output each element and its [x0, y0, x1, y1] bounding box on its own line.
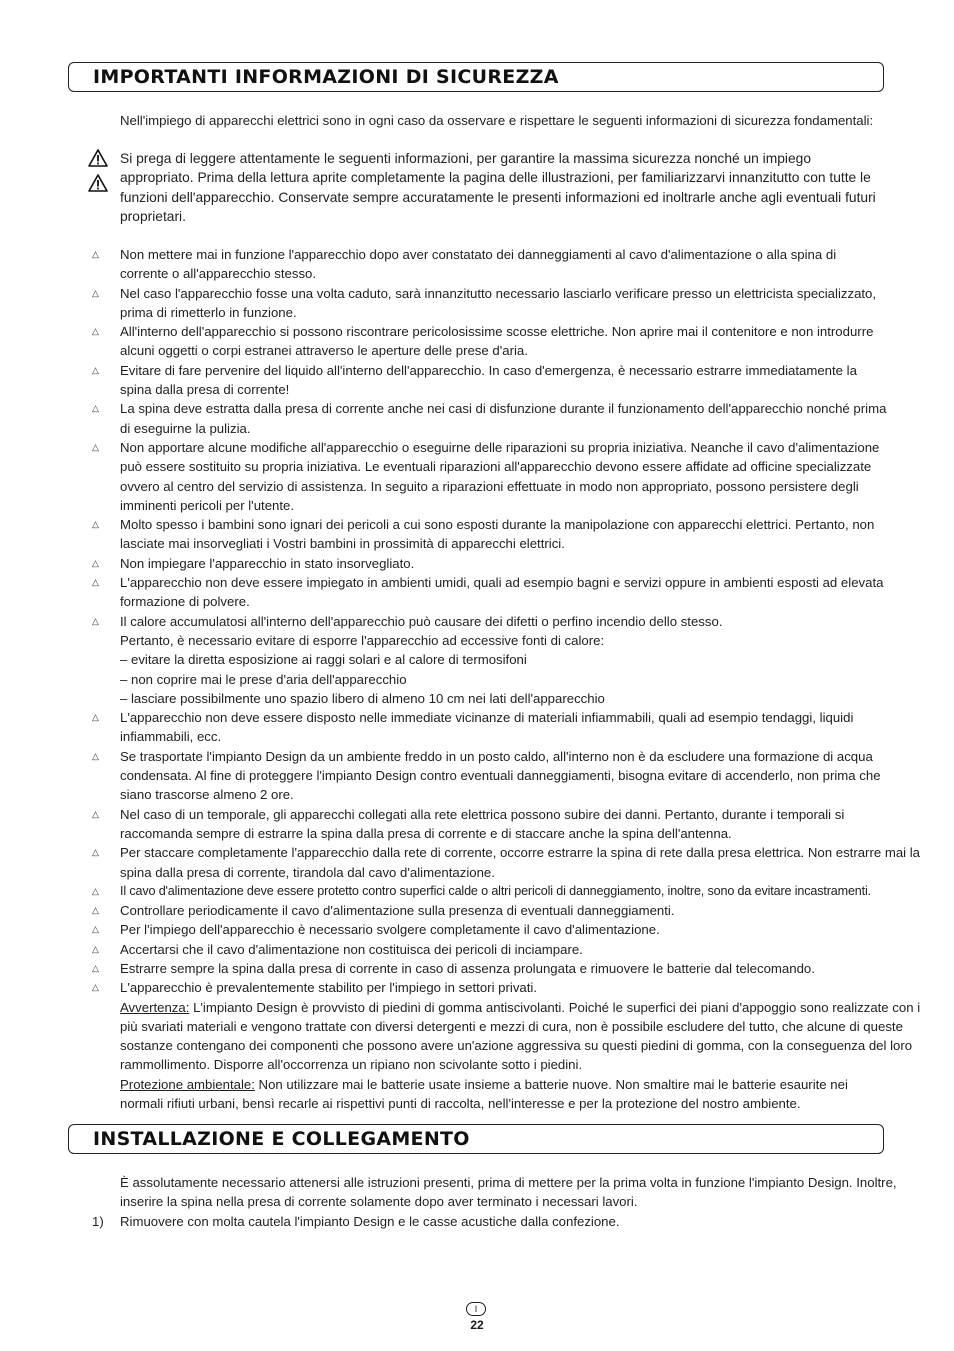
list-item: △ Non apportare alcune modifiche all'apparecchio o eseguirne delle riparazioni su propria iniziativa. Neanche il cavo d'alimentazione può essere sostituito su propria iniziativa. Le eventuali riparazioni all'apparecchio devono essere affidate ad officine specializzate ovvero al centro del servizio di assistenza. In seguito a riparazioni effettuate in modo non appropriato, possono persistere degli imminenti pericoli per l'utente. [92, 439, 880, 513]
section-title: INSTALLAZIONE E COLLEGAMENTO [93, 1128, 470, 1150]
list-item: △ L'apparecchio non deve essere disposto nelle immediate vicinanze di materiali infiammabili, quali ad esempio tendaggi, liquidi infiammabili, ecc. [92, 710, 854, 745]
list-item-heat: △ Il calore accumulatosi all'interno dell'apparecchio può causare dei difetti o perfino incendio dello stesso. Pertanto, è necessario evitare di esporre l'apparecchio ad eccessive fonti di calore: – evitare la diretta esposizione ai raggi solari e al calore di termosifoni – non coprire mai le prese d'aria dell'apparecchio – lasciare possibilmente uno spazio libero di almeno 10 cm nei lati dell'apparecchio [92, 613, 723, 706]
list-item: △ Non mettere mai in funzione l'apparecchio dopo aver constatato dei danneggiamenti al cavo d'alimentazione o alla spina di corrente o all'apparecchio stesso. [92, 247, 837, 282]
bullet-triangle-icon: △ [92, 249, 99, 259]
page-number: 22 [470, 1318, 484, 1332]
list-item: △ La spina deve estratta dalla presa di corrente anche nei casi di disfunzione durante il funzionamento dell'apparecchio nonché prima di eseguirne la pulizia. [92, 401, 887, 436]
list-item: △ Estrarre sempre la spina dalla presa di corrente in caso di assenza prolungata e rimuovere le batterie dal telecomando. [86, 959, 916, 978]
section-header-safety [68, 62, 884, 92]
bullet-triangle-icon: △ [92, 808, 99, 819]
warning-triangle-icon [88, 149, 108, 167]
list-item: △ All'interno dell'apparecchio si possono riscontrare pericolosissime scosse elettriche. Non aprire mai il contenitore e non introdurre alcuni oggetti o corpi estranei attraverso le aperture delle prese d'aria. [92, 324, 874, 359]
list-item: △ Nel caso l'apparecchio fosse una volta caduto, sarà innanzitutto necessario lasciarlo verificare presso un elettricista specializzato, prima di rimetterlo in funzione. [92, 285, 877, 320]
bullet-triangle-icon: △ [92, 982, 99, 993]
section-header-installation [68, 1124, 884, 1154]
list-item: △ Il cavo d'alimentazione deve essere protetto contro superfici calde o altri pericoli di danneggiamento, inoltre, sono da evitare incastramenti. [86, 882, 916, 901]
bullet-triangle-icon: △ [92, 750, 99, 761]
list-item: △ Non impiegare l'apparecchio in stato insorvegliato. [86, 554, 916, 573]
bullet-triangle-icon: △ [92, 287, 99, 298]
bullet-triangle-icon: △ [92, 519, 99, 530]
list-item: △ Evitare di fare pervenire del liquido all'interno dell'apparecchio. In caso d'emergenza, è necessario estrarre immediatamente la spina dalla presa di corrente! [92, 362, 857, 398]
bullet-triangle-icon: △ [92, 847, 99, 858]
step-number: 1) [92, 1214, 104, 1229]
bullet-triangle-icon: △ [92, 924, 99, 935]
bullet-triangle-icon: △ [92, 326, 99, 337]
bullet-triangle-icon: △ [92, 885, 99, 896]
language-badge: I [466, 1302, 486, 1316]
bullet-triangle-icon: △ [92, 577, 99, 588]
section-title: IMPORTANTI INFORMAZIONI DI SICUREZZA [93, 66, 559, 88]
list-item-private-use: △ L'apparecchio è prevalentemente stabilito per l'impiego in settori privati. Avvertenza: L'impianto Design è provvisto di piedini di gomma antiscivolanti. Poiché le superfici dei piani d'appoggio sono realizzate con i più svariati materiali e vengono trattate con diversi detergenti e mezzi di cura, non è possibile escludere del tutto, che alcune di queste sostanze contengano dei componenti che possono avere un'azione aggressiva su questi piedini di gomma, con la conseguenza del loro rammollimento. Disporre all'occorrenza un ripiano non scivolante sotto i piedini. Protezione ambientale: Non utilizzare mai le batterie usate insieme a batterie nuove. Non smaltire mai le batterie esaurite nei normali rifiuti urbani, bensì recarle ai rispettivi punti di raccolta, nell'interesse e per la protezione del nostro ambiente. [92, 980, 921, 1112]
warning-label: Avvertenza: [120, 999, 190, 1015]
list-item: △ Nel caso di un temporale, gli apparecchi collegati alla rete elettrica possono subire dei danni. Pertanto, durante i temporali si raccomanda sempre di estrarre la spina dalla presa di corrente e di staccare anche la spina dell'antenna. [92, 806, 845, 841]
safety-warning-text: Si prega di leggere attentamente le seguenti informazioni, per garantire la massima sicurezza nonché un impiego appropriato. Prima della lettura aprite completamente la pagina delle illustrazioni, per familiarizzarvi innanzitutto con tutte le funzioni dell'apparecchio. Conservate sempre accuratamente le presenti informazioni ed inoltrarle anche agli eventuali futuri proprietari. [120, 151, 876, 224]
installation-intro: È assolutamente necessario attenersi alle istruzioni presenti, prima di mettere per la prima volta in funzione l'impianto Design. Inoltre, inserire la spina nella presa di corrente solamente dopo aver terminato i necessari lavori. [120, 1175, 897, 1210]
bullet-triangle-icon: △ [92, 441, 99, 452]
safety-intro: Nell'impiego di apparecchi elettrici sono in ogni caso da osservare e rispettare le seguenti informazioni di sicurezza fondamentali: [120, 113, 874, 128]
list-item: △ L'apparecchio non deve essere impiegato in ambienti umidi, quali ad esempio bagni e servizi oppure in ambienti esposti ad elevata formazione di polvere. [92, 575, 884, 610]
bullet-triangle-icon: △ [92, 403, 99, 414]
list-item: △ Se trasportate l'impianto Design da un ambiente freddo in un posto caldo, all'interno non è da escludere una formazione di acqua condensata. Al fine di proteggere l'impianto Design contro eventuali danneggiamenti, bisogna evitare di accenderlo, non prima che siano trascorse almeno 2 ore. [92, 748, 881, 803]
environment-label: Protezione ambientale: [120, 1076, 255, 1092]
bullet-triangle-icon: △ [92, 905, 99, 916]
bullet-triangle-icon: △ [92, 364, 99, 375]
list-item: △ Per staccare completamente l'apparecchio dalla rete di corrente, occorre estrarre la spina di rete dalla presa elettrica. Non estrarre mai la spina dalla presa di corrente, tirandola dal cavo d'alimentazione. [92, 845, 921, 880]
warning-triangle-icon [88, 174, 108, 192]
bullet-triangle-icon: △ [92, 712, 99, 723]
list-item: △ Molto spesso i bambini sono ignari dei pericoli a cui sono esposti durante la manipolazione con apparecchi elettrici. Pertanto, non lasciate mai insorvegliati i Vostri bambini in prossimità di apparecchi elettrici. [92, 517, 875, 552]
bullet-triangle-icon: △ [92, 962, 99, 973]
step-text: Rimuovere con molta cautela l'impianto Design e le casse acustiche dalla confezione. [120, 1214, 620, 1229]
list-item: △ Per l'impiego dell'apparecchio è necessario svolgere completamente il cavo d'alimentazione. [86, 920, 916, 939]
list-item: △ Accertarsi che il cavo d'alimentazione non costituisca dei pericoli di inciampare. [86, 940, 916, 959]
list-item: △ Controllare periodicamente il cavo d'alimentazione sulla presenza di eventuali danneggiamenti. [86, 901, 916, 920]
safety-list [86, 245, 921, 1113]
bullet-triangle-icon: △ [92, 615, 99, 626]
bullet-triangle-icon: △ [92, 943, 99, 954]
bullet-triangle-icon: △ [92, 557, 99, 568]
